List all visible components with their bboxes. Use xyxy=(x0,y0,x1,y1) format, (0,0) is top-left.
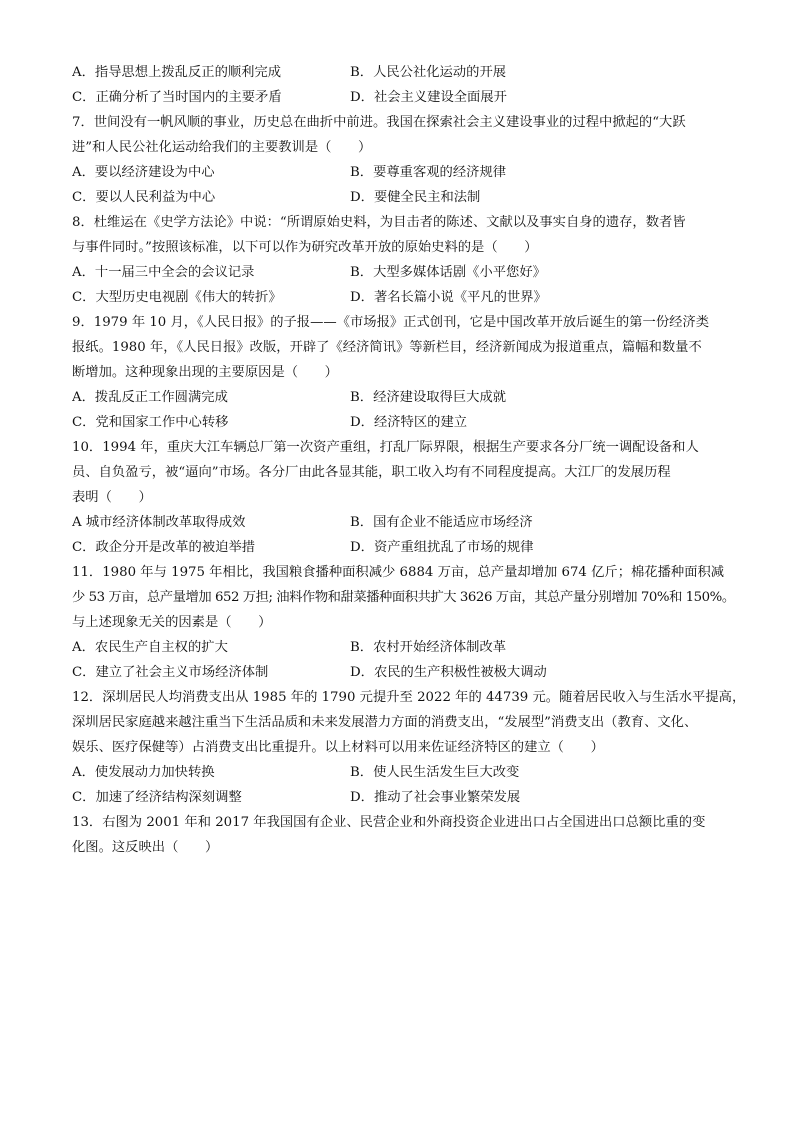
q10-stem-line-1: 10．1994 年，重庆大江车辆总厂第一次资产重组，打乱厂际界限，根据生产要求各分厂统一调配设备和人 xyxy=(72,440,699,455)
q9-option-a: A．拨乱反正工作圆满完成 xyxy=(72,390,228,405)
q11-option-a: A．农民生产自主权的扩大 xyxy=(72,640,228,655)
q9-stem-line-3: 断增加。这种现象出现的主要原因是（ ） xyxy=(72,365,338,380)
q9-option-d: D．经济特区的建立 xyxy=(350,415,468,430)
q7-stem-line-2: 进”和人民公社化运动给我们的主要教训是（ ） xyxy=(72,140,372,155)
q9-options-row-2 xyxy=(72,410,732,435)
q12-option-b: B．使人民生活发生巨大改变 xyxy=(350,765,520,780)
q11-options-row-1 xyxy=(72,635,732,660)
q11-option-c: C．建立了社会主义市场经济体制 xyxy=(72,665,269,680)
q9-options-row-1 xyxy=(72,385,732,410)
q12-option-c: C．加速了经济结构深刻调整 xyxy=(72,790,242,805)
q11-options-row-2 xyxy=(72,660,732,685)
q10-stem-line-2: 员、自负盈亏，被“逼向”市场。各分厂由此各显其能，职工收入均有不同程度提高。大江厂的发展历程 xyxy=(72,465,671,480)
q8-options-row-2 xyxy=(72,285,732,310)
exam-page xyxy=(72,60,746,1110)
q13-stem-line-1: 13．右图为 2001 年和 2017 年我国国有企业、民营企业和外商投资企业进出口占全国进出口总额比重的变 xyxy=(72,815,706,830)
q11-option-d: D．农民的生产积极性被极大调动 xyxy=(350,665,547,680)
q10-option-b: B．国有企业不能适应市场经济 xyxy=(350,515,533,530)
q12-option-a: A．使发展动力加快转换 xyxy=(72,765,215,780)
q11-stem-line-3: 与上述现象无关的因素是（ ） xyxy=(72,615,272,630)
q10-option-a: A 城市经济体制改革取得成效 xyxy=(72,515,246,530)
q7-option-a: A．要以经济建设为中心 xyxy=(72,165,215,180)
q6-option-a: A．指导思想上拨乱反正的顺利完成 xyxy=(72,65,282,80)
q11-stem-line-2: 少 53 万亩，总产量增加 652 万担; 油料作物和甜菜播种面积共扩大 3626 万亩，其总产量分别增加 70%和 150%。 xyxy=(72,590,735,605)
q10-stem-line-3: 表明（ ） xyxy=(72,490,152,505)
q10-option-c: C．政企分开是改革的被迫举措 xyxy=(72,540,256,555)
q7-stem-line-1: 7．世间没有一帆风顺的事业，历史总在曲折中前进。我国在探索社会主义建设事业的过程中掀起的“大跃 xyxy=(72,115,686,130)
q12-options-row-2 xyxy=(72,785,732,810)
q8-options-row-1 xyxy=(72,260,732,285)
q8-option-a: A．十一届三中全会的会议记录 xyxy=(72,265,255,280)
q12-stem-line-3: 娱乐、医疗保健等）占消费支出比重提升。以上材料可以用来佐证经济特区的建立（ ） xyxy=(72,740,604,755)
q12-option-d: D．推动了社会事业繁荣发展 xyxy=(350,790,521,805)
q7-options-row-1 xyxy=(72,160,732,185)
q6-options-row-1 xyxy=(72,60,732,85)
q11-stem-line-1: 11．1980 年与 1975 年相比，我国粮食播种面积减少 6884 万亩，总产量却增加 674 亿斤；棉花播种面积减 xyxy=(72,565,725,580)
q9-option-b: B．经济建设取得巨大成就 xyxy=(350,390,507,405)
q10-options-row-2 xyxy=(72,535,732,560)
q8-option-d: D．著名长篇小说《平凡的世界》 xyxy=(350,290,547,305)
q9-stem-line-1: 9．1979 年 10 月，《人民日报》的子报——《市场报》正式创刊，它是中国改革开放后诞生的第一份经济类 xyxy=(72,315,710,330)
q7-option-c: C．要以人民利益为中心 xyxy=(72,190,216,205)
q9-option-c: C．党和国家工作中心转移 xyxy=(72,415,229,430)
q8-stem-line-2: 与事件同时。”按照该标准，以下可以作为研究改革开放的原始史料的是（ ） xyxy=(72,240,538,255)
q8-option-b: B．大型多媒体话剧《小平您好》 xyxy=(350,265,546,280)
q12-stem-line-2: 深圳居民家庭越来越注重当下生活品质和未来发展潜力方面的消费支出，“发展型”消费支出（教育、文化、 xyxy=(72,715,698,730)
q6-option-c: C．正确分析了当时国内的主要矛盾 xyxy=(72,90,282,105)
q7-option-b: B．要尊重客观的经济规律 xyxy=(350,165,507,180)
q12-options-row-1 xyxy=(72,760,732,785)
q6-option-b: B．人民公社化运动的开展 xyxy=(350,65,507,80)
q7-options-row-2 xyxy=(72,185,732,210)
q10-options-row-1 xyxy=(72,510,732,535)
q9-stem-line-2: 报纸。1980 年，《人民日报》改版，开辟了《经济简讯》等新栏目，经济新闻成为报道重点，篇幅和数量不 xyxy=(72,340,702,355)
q6-options-row-2 xyxy=(72,85,732,110)
q6-option-d: D．社会主义建设全面展开 xyxy=(350,90,507,105)
q7-option-d: D．要健全民主和法制 xyxy=(350,190,481,205)
q8-option-c: C．大型历史电视剧《伟大的转折》 xyxy=(72,290,282,305)
blank-area xyxy=(72,860,732,1110)
q13-stem-line-2: 化图。这反映出（ ） xyxy=(72,840,219,855)
q11-option-b: B．农村开始经济体制改革 xyxy=(350,640,507,655)
q12-stem-line-1: 12．深圳居民人均消费支出从 1985 年的 1790 元提升至 2022 年的 44739 元。随着居民收入与生活水平提高， xyxy=(72,690,746,705)
q8-stem-line-1: 8．杜维运在《史学方法论》中说：“所谓原始史料，为目击者的陈述、文献以及事实自身的遗存，数者皆 xyxy=(72,215,686,230)
q10-option-d: D．资产重组扰乱了市场的规律 xyxy=(350,540,534,555)
